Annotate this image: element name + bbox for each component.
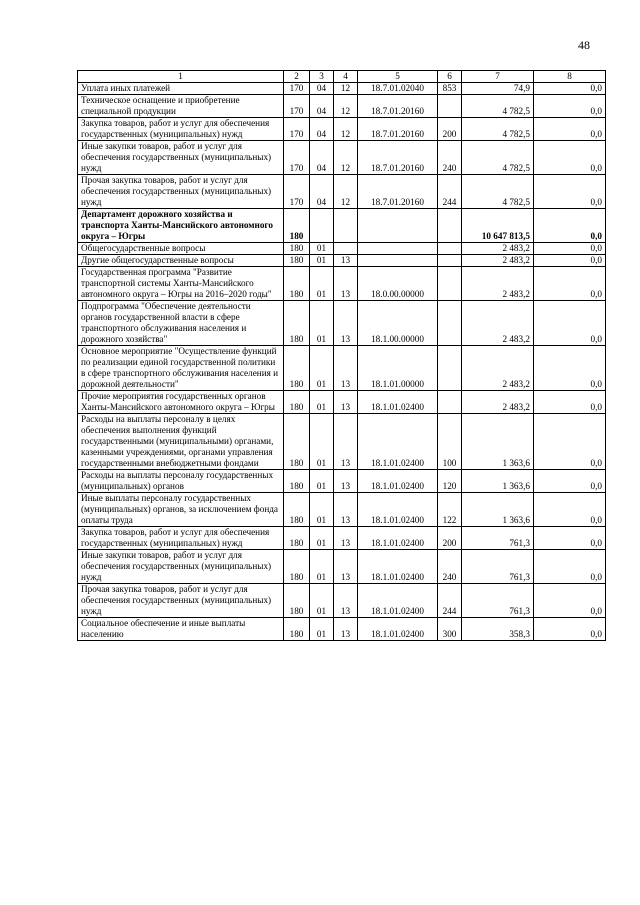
row-amount-2: 0,0 [534, 118, 606, 141]
row-expense-type [438, 255, 462, 267]
row-admin-code: 180 [284, 391, 310, 414]
row-amount-2: 0,0 [534, 346, 606, 391]
row-name: Закупка товаров, работ и услуг для обеспечения государственных (муниципальных) нужд [78, 527, 284, 550]
row-subsection: 12 [334, 83, 358, 95]
row-admin-code: 180 [284, 243, 310, 255]
row-admin-code: 170 [284, 83, 310, 95]
row-amount-2: 0,0 [534, 301, 606, 346]
row-section: 01 [310, 391, 334, 414]
row-expense-type [438, 243, 462, 255]
row-name: Основное мероприятие "Осуществление функций по реализации единой государственной политики в сфере транспортного обслуживания населения и дорожной деятельности" [78, 346, 284, 391]
row-admin-code: 180 [284, 618, 310, 641]
row-amount: 4 782,5 [462, 95, 534, 118]
row-section: 01 [310, 243, 334, 255]
row-amount: 1 363,6 [462, 414, 534, 470]
row-expense-type: 200 [438, 527, 462, 550]
row-name: Прочая закупка товаров, работ и услуг для обеспечения государственных (муниципальных) нужд [78, 175, 284, 209]
row-amount: 2 483,2 [462, 267, 534, 301]
row-expense-type: 240 [438, 550, 462, 584]
row-target-article: 18.0.00.00000 [358, 267, 438, 301]
table-row [78, 618, 606, 641]
column-header: 5 [358, 71, 438, 83]
table-row [78, 267, 606, 301]
row-section: 01 [310, 550, 334, 584]
row-section: 01 [310, 584, 334, 618]
row-amount-2: 0,0 [534, 527, 606, 550]
row-amount-2: 0,0 [534, 255, 606, 267]
row-expense-type: 244 [438, 584, 462, 618]
row-amount-2: 0,0 [534, 584, 606, 618]
row-target-article: 18.1.00.00000 [358, 301, 438, 346]
row-subsection: 13 [334, 346, 358, 391]
row-target-article: 18.7.01.20160 [358, 95, 438, 118]
row-section [310, 209, 334, 243]
column-header: 8 [534, 71, 606, 83]
row-target-article: 18.1.01.00000 [358, 346, 438, 391]
row-section: 01 [310, 493, 334, 527]
row-subsection: 13 [334, 550, 358, 584]
row-target-article [358, 209, 438, 243]
row-section: 04 [310, 95, 334, 118]
row-amount: 2 483,2 [462, 243, 534, 255]
table-row [78, 118, 606, 141]
row-name: Другие общегосударственные вопросы [78, 255, 284, 267]
row-target-article: 18.7.01.20160 [358, 175, 438, 209]
table-row [78, 83, 606, 95]
row-amount: 358,3 [462, 618, 534, 641]
row-name: Расходы на выплаты персоналу в целях обеспечения выполнения функций государственными (муниципальными) органами, казенными учреждениями, органами управления государственными внебюджетными фондами [78, 414, 284, 470]
table-row [78, 209, 606, 243]
row-name: Техническое оснащение и приобретение специальной продукции [78, 95, 284, 118]
row-target-article: 18.1.01.02400 [358, 584, 438, 618]
row-admin-code: 180 [284, 584, 310, 618]
row-subsection: 13 [334, 493, 358, 527]
table-row [78, 346, 606, 391]
row-amount-2: 0,0 [534, 175, 606, 209]
row-name: Общегосударственные вопросы [78, 243, 284, 255]
row-name: Прочая закупка товаров, работ и услуг для обеспечения государственных (муниципальных) нужд [78, 584, 284, 618]
row-name: Уплата иных платежей [78, 83, 284, 95]
table-row [78, 550, 606, 584]
table-row [78, 301, 606, 346]
row-expense-type: 244 [438, 175, 462, 209]
row-section: 04 [310, 175, 334, 209]
table-row [78, 527, 606, 550]
row-expense-type: 300 [438, 618, 462, 641]
row-target-article: 18.1.01.02400 [358, 414, 438, 470]
row-admin-code: 170 [284, 95, 310, 118]
row-section: 01 [310, 267, 334, 301]
table-row [78, 414, 606, 470]
row-section: 01 [310, 618, 334, 641]
row-admin-code: 170 [284, 175, 310, 209]
row-subsection: 13 [334, 414, 358, 470]
row-target-article: 18.7.01.20160 [358, 118, 438, 141]
row-name: Подпрограмма "Обеспечение деятельности органов государственной власти в сфере транспортного обслуживания населения и дорожного хозяйства" [78, 301, 284, 346]
row-amount-2: 0,0 [534, 493, 606, 527]
row-admin-code: 180 [284, 267, 310, 301]
row-amount: 2 483,2 [462, 346, 534, 391]
column-header: 4 [334, 71, 358, 83]
row-section: 01 [310, 255, 334, 267]
row-name: Иные закупки товаров, работ и услуг для обеспечения государственных (муниципальных) нужд [78, 550, 284, 584]
table-row [78, 584, 606, 618]
row-admin-code: 180 [284, 470, 310, 493]
row-expense-type [438, 95, 462, 118]
row-amount-2: 0,0 [534, 243, 606, 255]
row-target-article: 18.1.01.02400 [358, 470, 438, 493]
row-section: 01 [310, 346, 334, 391]
row-target-article [358, 255, 438, 267]
row-subsection: 12 [334, 118, 358, 141]
table-row [78, 243, 606, 255]
row-target-article: 18.1.01.02400 [358, 391, 438, 414]
table-row [78, 493, 606, 527]
table-row [78, 391, 606, 414]
row-amount-2: 0,0 [534, 550, 606, 584]
table-row [78, 175, 606, 209]
row-amount-2: 0,0 [534, 83, 606, 95]
row-name: Иные выплаты персоналу государственных (муниципальных) органов, за исключением фонда оплаты труда [78, 493, 284, 527]
row-amount: 4 782,5 [462, 175, 534, 209]
row-expense-type [438, 391, 462, 414]
column-header: 7 [462, 71, 534, 83]
row-target-article: 18.1.01.02400 [358, 493, 438, 527]
row-admin-code: 180 [284, 550, 310, 584]
row-target-article: 18.1.01.02400 [358, 550, 438, 584]
row-amount: 74,9 [462, 83, 534, 95]
row-name: Государственная программа "Развитие транспортной системы Ханты-Мансийского автономного округа – Югры на 2016–2020 годы" [78, 267, 284, 301]
row-section: 01 [310, 414, 334, 470]
table-row [78, 141, 606, 175]
column-header: 2 [284, 71, 310, 83]
row-subsection: 13 [334, 618, 358, 641]
row-admin-code: 180 [284, 346, 310, 391]
table-row [78, 255, 606, 267]
row-name: Социальное обеспечение и иные выплаты населению [78, 618, 284, 641]
row-admin-code: 180 [284, 301, 310, 346]
row-amount-2: 0,0 [534, 470, 606, 493]
row-subsection: 12 [334, 95, 358, 118]
row-amount-2: 0,0 [534, 391, 606, 414]
row-amount: 10 647 813,5 [462, 209, 534, 243]
row-expense-type [438, 346, 462, 391]
row-amount-2: 0,0 [534, 209, 606, 243]
row-amount-2: 0,0 [534, 95, 606, 118]
row-expense-type: 100 [438, 414, 462, 470]
row-name: Прочие мероприятия государственных органов Ханты-Мансийского автономного округа – Югры [78, 391, 284, 414]
column-header: 3 [310, 71, 334, 83]
row-subsection [334, 243, 358, 255]
row-admin-code: 180 [284, 209, 310, 243]
row-subsection: 13 [334, 584, 358, 618]
row-subsection: 13 [334, 391, 358, 414]
row-amount: 761,3 [462, 550, 534, 584]
row-amount: 4 782,5 [462, 141, 534, 175]
budget-table [77, 70, 606, 641]
row-expense-type: 853 [438, 83, 462, 95]
row-expense-type [438, 209, 462, 243]
row-amount: 761,3 [462, 584, 534, 618]
row-section: 01 [310, 527, 334, 550]
row-target-article: 18.7.01.20160 [358, 141, 438, 175]
row-amount: 2 483,2 [462, 391, 534, 414]
row-amount: 1 363,6 [462, 493, 534, 527]
row-amount: 1 363,6 [462, 470, 534, 493]
row-target-article: 18.7.01.02040 [358, 83, 438, 95]
row-expense-type: 200 [438, 118, 462, 141]
row-subsection: 12 [334, 175, 358, 209]
row-amount: 4 782,5 [462, 118, 534, 141]
row-name: Расходы на выплаты персоналу государственных (муниципальных) органов [78, 470, 284, 493]
row-admin-code: 180 [284, 493, 310, 527]
row-expense-type: 240 [438, 141, 462, 175]
row-amount: 2 483,2 [462, 301, 534, 346]
row-amount: 761,3 [462, 527, 534, 550]
row-section: 04 [310, 83, 334, 95]
row-section: 01 [310, 301, 334, 346]
row-name: Закупка товаров, работ и услуг для обеспечения государственных (муниципальных) нужд [78, 118, 284, 141]
column-header: 1 [78, 71, 284, 83]
row-admin-code: 170 [284, 118, 310, 141]
row-target-article [358, 243, 438, 255]
row-admin-code: 180 [284, 255, 310, 267]
row-subsection: 12 [334, 141, 358, 175]
row-name: Иные закупки товаров, работ и услуг для обеспечения государственных (муниципальных) нужд [78, 141, 284, 175]
row-admin-code: 170 [284, 141, 310, 175]
row-name: Департамент дорожного хозяйства и транспорта Ханты-Мансийского автономного округа – Югры [78, 209, 284, 243]
row-expense-type [438, 301, 462, 346]
row-section: 04 [310, 118, 334, 141]
row-target-article: 18.1.01.02400 [358, 527, 438, 550]
row-expense-type: 120 [438, 470, 462, 493]
row-admin-code: 180 [284, 414, 310, 470]
table-row [78, 470, 606, 493]
row-subsection: 13 [334, 255, 358, 267]
row-subsection [334, 209, 358, 243]
row-subsection: 13 [334, 301, 358, 346]
row-section: 04 [310, 141, 334, 175]
row-subsection: 13 [334, 527, 358, 550]
row-amount-2: 0,0 [534, 618, 606, 641]
row-target-article: 18.1.01.02400 [358, 618, 438, 641]
page-number: 48 [578, 38, 590, 52]
row-subsection: 13 [334, 267, 358, 301]
row-amount-2: 0,0 [534, 414, 606, 470]
row-expense-type [438, 267, 462, 301]
row-amount-2: 0,0 [534, 141, 606, 175]
row-expense-type: 122 [438, 493, 462, 527]
column-header: 6 [438, 71, 462, 83]
row-admin-code: 180 [284, 527, 310, 550]
table-row [78, 95, 606, 118]
row-amount: 2 483,2 [462, 255, 534, 267]
row-amount-2: 0,0 [534, 267, 606, 301]
row-section: 01 [310, 470, 334, 493]
row-subsection: 13 [334, 470, 358, 493]
table-header-row [78, 71, 606, 83]
